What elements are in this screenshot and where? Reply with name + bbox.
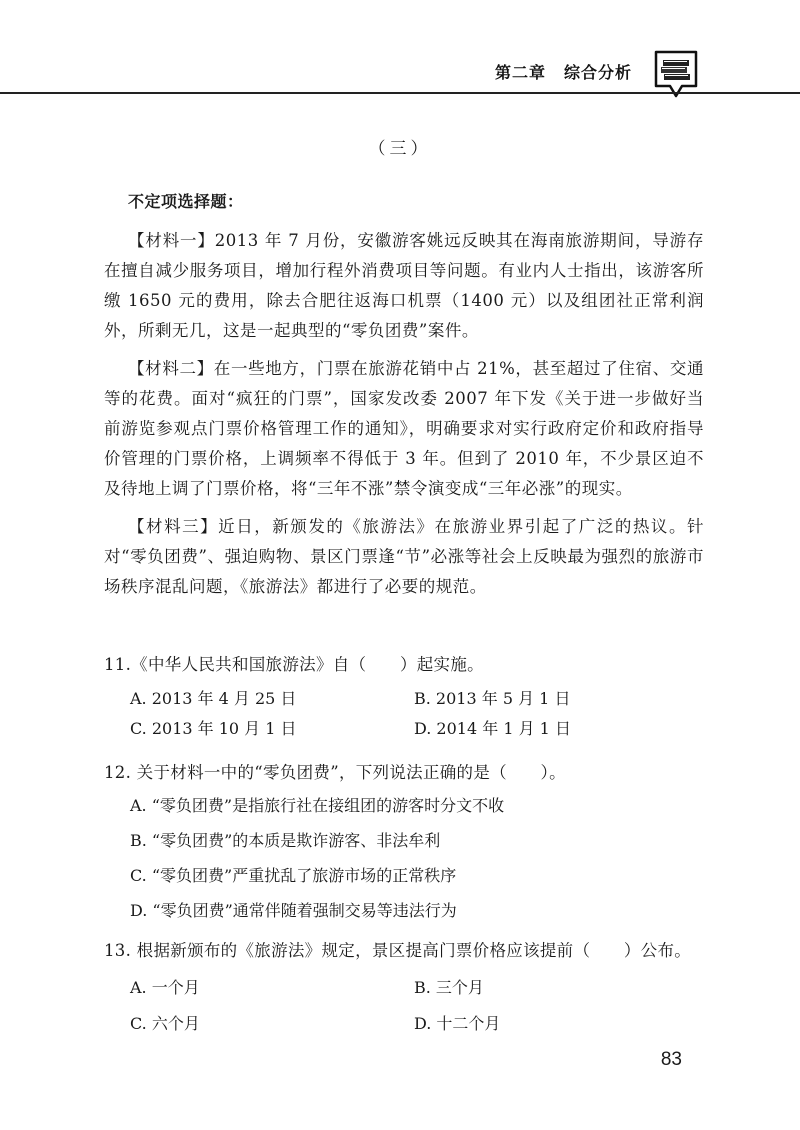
options-grid	[104, 970, 704, 1042]
header-rule	[0, 92, 800, 94]
material-one: 【材料一】2013 年 7 月份，安徽游客姚远反映其在海南旅游期间，导游存在擅自减少服务项目，增加行程外消费项目等问题。有业内人士指出，该游客所缴 1650 元的费用，除去合肥往返海口机票（1400 元）以及组团社正常利润外，所剩无几，这是一起典型的“零负团费”案件。	[104, 231, 704, 340]
option-a: A. 一个月	[130, 978, 200, 997]
chapter-number: 第二章	[494, 63, 546, 82]
question-12	[104, 758, 704, 928]
option-a: A. 2013 年 4 月 25 日	[130, 689, 297, 708]
question-11	[104, 650, 704, 744]
question-stem: 13. 根据新颁布的《旅游法》规定，景区提高门票价格应该提前（ ）公布。	[104, 941, 692, 960]
question-13	[104, 936, 704, 1042]
option-c: C. “零负团费”严重扰乱了旅游市场的正常秩序	[130, 866, 457, 885]
option-d: D. 十二个月	[414, 1014, 501, 1033]
intro-block	[104, 187, 704, 217]
option-d: D. “零负团费”通常伴随着强制交易等违法行为	[130, 901, 457, 920]
option-d: D. 2014 年 1 月 1 日	[414, 719, 571, 738]
materials-block	[104, 226, 704, 602]
question-stem: 12. 关于材料一中的“零负团费”，下列说法正确的是（ ）。	[104, 763, 566, 782]
option-b: B. “零负团费”的本质是欺诈游客、非法牟利	[130, 831, 441, 850]
material-three: 【材料三】近日，新颁发的《旅游法》在旅游业界引起了广泛的热议。针对“零负团费”、强迫购物、景区门票逢“节”必涨等社会上反映最为强烈的旅游市场秩序混乱问题，《旅游法》都进行了必要的规范。	[104, 517, 704, 596]
material-two: 【材料二】在一些地方，门票在旅游花销中占 21%，甚至超过了住宿、交通等的花费。面对“疯狂的门票”，国家发改委 2007 年下发《关于进一步做好当前游览参观点门票价格管理工作的通知》，明确要求对实行政府定价和政府指导价管理的门票价格，上调频率不得低于 3 年。但到了 2010 年，不少景区迫不及待地上调了门票价格，将“三年不涨”禁令演变成“三年必涨”的现实。	[104, 359, 704, 498]
books-icon	[652, 46, 700, 102]
section-title: （三）	[368, 139, 432, 159]
option-c: C. 2013 年 10 月 1 日	[130, 719, 297, 738]
chapter-header	[495, 60, 632, 83]
options-grid	[104, 684, 704, 744]
option-c: C. 六个月	[130, 1014, 200, 1033]
chapter-title: 综合分析	[563, 63, 632, 82]
question-type-heading: 不定项选择题：	[128, 192, 244, 211]
page-number: 83	[660, 1049, 682, 1070]
question-stem: 11.《中华人民共和国旅游法》自（ ）起实施。	[104, 655, 484, 674]
option-b: B. 三个月	[414, 978, 484, 997]
option-b: B. 2013 年 5 月 1 日	[414, 689, 571, 708]
option-a: A. “零负团费”是指旅行社在接组团的游客时分文不收	[130, 796, 505, 815]
